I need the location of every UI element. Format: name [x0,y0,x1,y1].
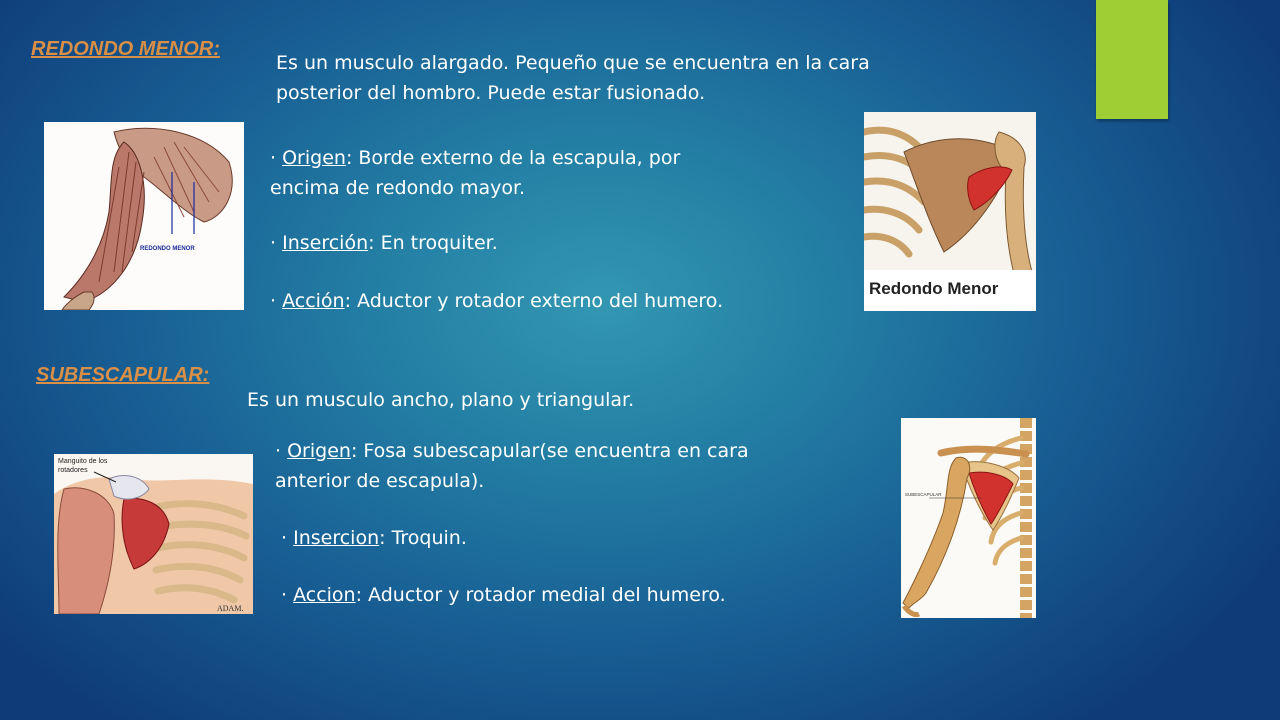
subescapular-skeleton-illustration [901,418,1036,618]
subescapular-image-label: SUBESCAPULAR [905,492,942,497]
bullet: · [275,440,288,462]
redondo-origen-item [270,143,680,203]
subescapular-description: Es un musculo ancho, plano y triangular. [247,389,635,411]
origen-term: Origen [282,147,346,169]
redondo-menor-shoulder-illustration [864,112,1036,311]
redondo-insercion-item [270,228,498,258]
insercion-text: : En troquiter. [368,232,498,254]
ribcage-illustration-svg [54,454,253,614]
accion-term: Accion [293,584,356,606]
skeleton-illustration-svg [901,418,1036,618]
accion-text: : Aductor y rotador medial del humero. [355,584,726,606]
origen-text: : Borde externo de la escapula, por [345,147,681,169]
accent-bar [1096,0,1168,119]
redondo-menor-heading: REDONDO MENOR: [31,38,220,60]
subescapular-insercion-item [281,523,467,553]
origen-text-continued: encima de redondo mayor. [270,177,526,199]
redondo-menor-image-caption: Redondo Menor [869,279,999,298]
subescapular-heading: SUBESCAPULAR: [36,364,210,386]
redondo-menor-arm-illustration [44,122,244,310]
redondo-description-line2: posterior del hombro. Puede estar fusionado. [276,82,706,104]
origen-text-continued: anterior de escapula). [275,470,485,492]
redondo-description-line1: Es un musculo alargado. Pequeño que se encuentra en la cara [276,52,870,74]
insercion-term: Insercion [293,527,380,549]
redondo-menor-image-label: REDONDO MENOR [140,246,195,252]
bullet: · [270,147,283,169]
subescapular-ribcage-illustration [54,454,253,614]
bullet: · [270,232,283,254]
bullet: · [281,584,294,606]
subescapular-accion-item [281,580,726,610]
adam-brand: ADAM. [217,604,244,613]
insercion-term: Inserción [282,232,369,254]
bullet: · [281,527,294,549]
shoulder-illustration-svg [864,112,1036,311]
redondo-accion-item [270,286,723,316]
insercion-text: : Troquin. [379,527,467,549]
origen-text: : Fosa subescapular(se encuentra en cara [350,440,749,462]
rotator-cuff-label-line2: rotadores [58,467,88,474]
subescapular-origen-item [275,436,749,496]
accion-term: Acción [282,290,345,312]
origen-term: Origen [287,440,351,462]
arm-illustration-svg [44,122,244,310]
accion-text: : Aductor y rotador externo del humero. [344,290,724,312]
rotator-cuff-label-line1: Manguito de los [58,458,108,465]
redondo-menor-description [276,48,870,108]
bullet: · [270,290,283,312]
